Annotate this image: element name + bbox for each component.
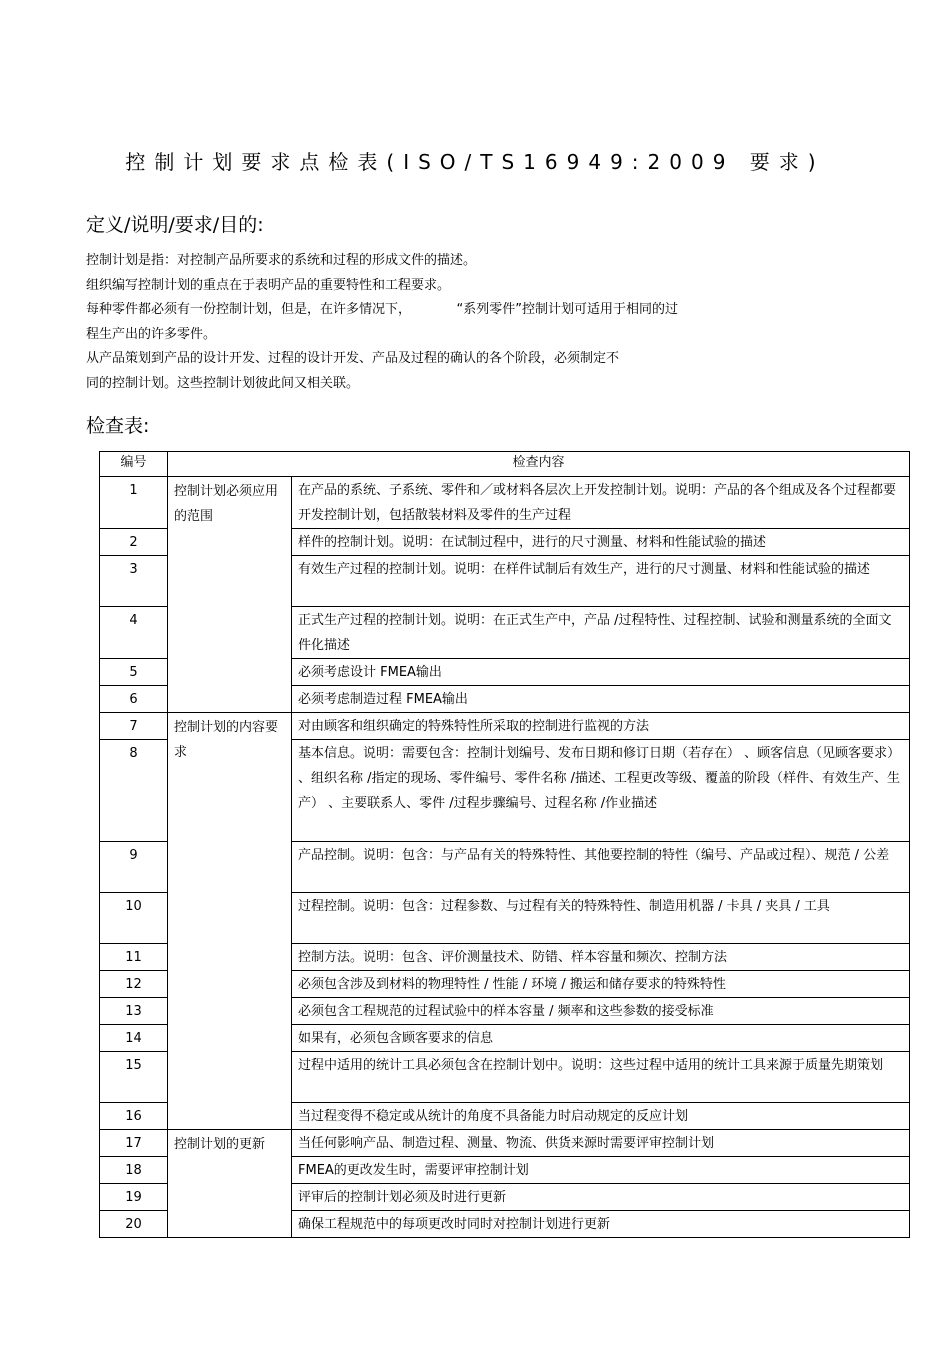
header-num: 编号	[100, 452, 168, 477]
item-content: 必须包含工程规范的过程试验中的样本容量 / 频率和这些参数的接受标准	[292, 998, 910, 1025]
item-number: 7	[100, 713, 168, 740]
table-row	[100, 1130, 910, 1157]
item-content: 过程控制。说明：包含：过程参数、与过程有关的特殊特性、制造用机器 / 卡具 / 夹具 / 工具	[292, 893, 910, 944]
item-number: 9	[100, 842, 168, 893]
definition-line: 组织编写控制计划的重点在于表明产品的重要特性和工程要求。	[86, 277, 451, 293]
item-number: 17	[100, 1130, 168, 1157]
item-number: 2	[100, 529, 168, 556]
item-content: 必须考虑设计 FMEA输出	[292, 659, 910, 686]
table-row	[100, 713, 910, 740]
item-content: 如果有，必须包含顾客要求的信息	[292, 1025, 910, 1052]
item-number: 15	[100, 1052, 168, 1103]
checklist-body	[100, 477, 910, 1238]
header-content: 检查内容	[168, 452, 910, 477]
item-number: 10	[100, 893, 168, 944]
item-content: 在产品的系统、子系统、零件和／或材料各层次上开发控制计划。说明：产品的各个组成及各个过程都要开发控制计划，包括散装材料及零件的生产过程	[292, 477, 910, 529]
item-content: 必须考虑制造过程 FMEA输出	[292, 686, 910, 713]
item-number: 13	[100, 998, 168, 1025]
category-label: 控制计划的内容要求	[168, 713, 292, 1130]
definition-line: 程生产出的许多零件。	[86, 326, 217, 342]
item-content: 样件的控制计划。说明：在试制过程中，进行的尺寸测量、材料和性能试验的描述	[292, 529, 910, 556]
checklist-heading: 检查表:	[86, 415, 150, 437]
item-number: 18	[100, 1157, 168, 1184]
item-content: 基本信息。说明：需要包含：控制计划编号、发布日期和修订日期（若存在） 、顾客信息（见顾客要求） 、组织名称 /指定的现场、零件编号、零件名称 /描述、工程更改等级、覆盖的阶段（样件、有效生产、生产） 、主要联系人、零件 /过程步骤编号、过程名称 /作业描述	[292, 740, 910, 842]
item-content: FMEA的更改发生时，需要评审控制计划	[292, 1157, 910, 1184]
item-number: 5	[100, 659, 168, 686]
item-content: 控制方法。说明：包含、评价测量技术、防错、样本容量和频次、控制方法	[292, 944, 910, 971]
item-content: 确保工程规范中的每项更改时同时对控制计划进行更新	[292, 1211, 910, 1238]
checklist-table	[99, 451, 910, 1238]
definition-line: 每种零件都必须有一份控制计划，但是，在许多情况下， “系列零件”控制计划可适用于相同的过	[86, 302, 678, 318]
category-label: 控制计划的更新	[168, 1130, 292, 1238]
definition-paragraph	[86, 249, 806, 397]
item-content: 当过程变得不稳定或从统计的角度不具备能力时启动规定的反应计划	[292, 1103, 910, 1130]
item-number: 14	[100, 1025, 168, 1052]
item-number: 1	[100, 477, 168, 529]
item-content: 当任何影响产品、制造过程、测量、物流、供货来源时需要评审控制计划	[292, 1130, 910, 1157]
item-content: 过程中适用的统计工具必须包含在控制计划中。说明：这些过程中适用的统计工具来源于质量先期策划	[292, 1052, 910, 1103]
definition-heading: 定义/说明/要求/目的:	[86, 214, 264, 236]
table-row	[100, 477, 910, 529]
item-content: 正式生产过程的控制计划。说明：在正式生产中，产品 /过程特性、过程控制、试验和测量系统的全面文件化描述	[292, 607, 910, 659]
item-content: 必须包含涉及到材料的物理特性 / 性能 / 环境 / 搬运和储存要求的特殊特性	[292, 971, 910, 998]
definition-line: 同的控制计划。这些控制计划彼此间又相关联。	[86, 375, 360, 391]
item-number: 3	[100, 556, 168, 607]
item-number: 6	[100, 686, 168, 713]
page-title: 控制计划要求点检表(ISO/TS16949:2009 要求)	[125, 150, 825, 174]
item-number: 20	[100, 1211, 168, 1238]
item-number: 4	[100, 607, 168, 659]
item-number: 16	[100, 1103, 168, 1130]
item-content: 有效生产过程的控制计划。说明：在样件试制后有效生产，进行的尺寸测量、材料和性能试验的描述	[292, 556, 910, 607]
item-content: 产品控制。说明：包含：与产品有关的特殊特性、其他要控制的特性（编号、产品或过程）、规范 / 公差	[292, 842, 910, 893]
item-number: 12	[100, 971, 168, 998]
category-label: 控制计划必须应用的范围	[168, 477, 292, 713]
item-content: 对由顾客和组织确定的特殊特性所采取的控制进行监视的方法	[292, 713, 910, 740]
definition-line: 从产品策划到产品的设计开发、过程的设计开发、产品及过程的确认的各个阶段，必须制定不	[86, 351, 620, 367]
item-number: 11	[100, 944, 168, 971]
definition-line: 控制计划是指：对控制产品所要求的系统和过程的形成文件的描述。	[86, 253, 477, 268]
item-content: 评审后的控制计划必须及时进行更新	[292, 1184, 910, 1211]
item-number: 19	[100, 1184, 168, 1211]
item-number: 8	[100, 740, 168, 842]
